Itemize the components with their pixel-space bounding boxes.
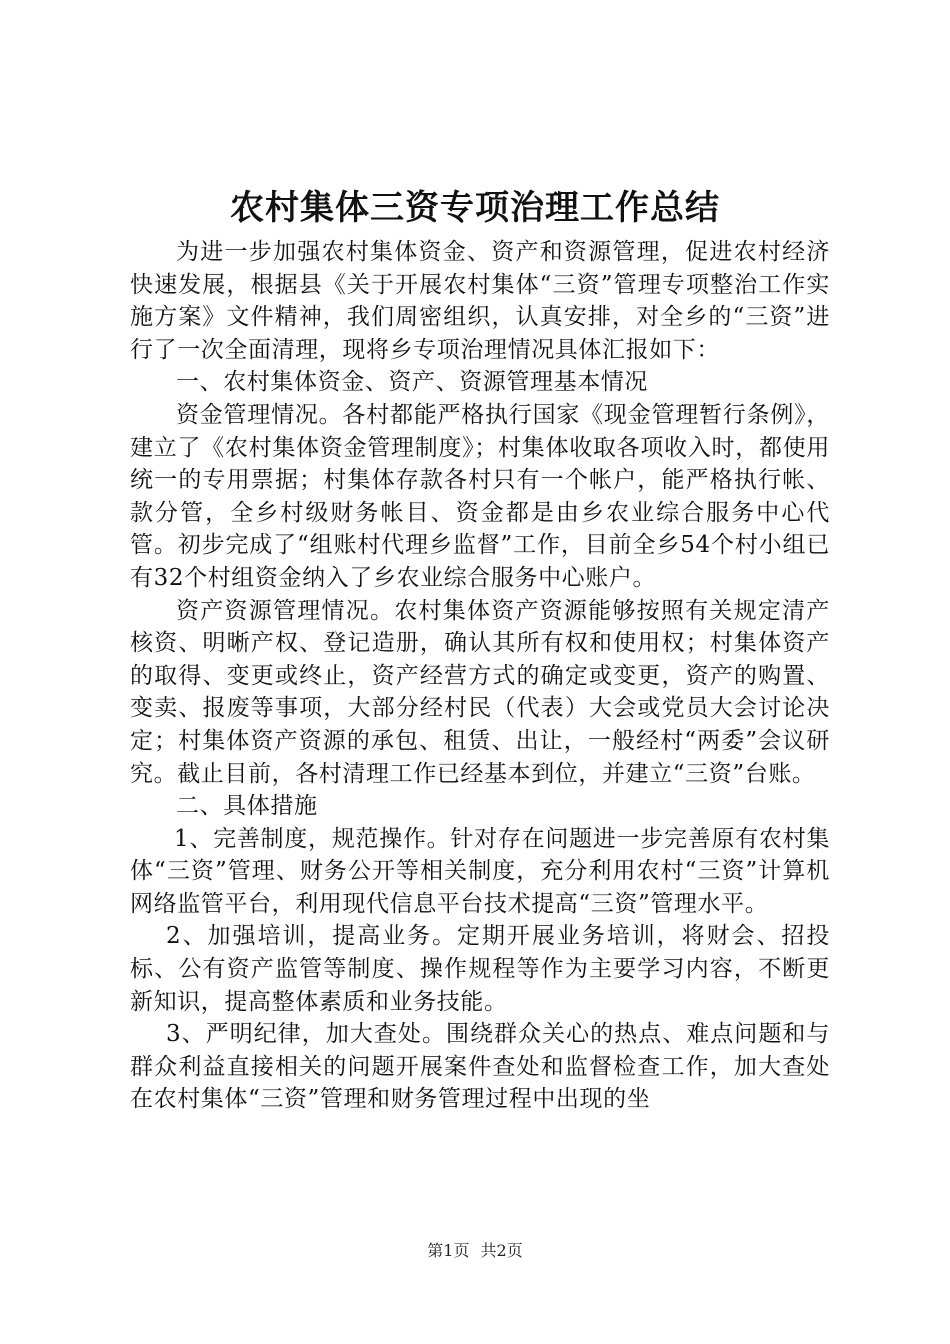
paragraph-assets-management: 资产资源管理情况。农村集体资产资源能够按照有关规定清产核资、明晰产权、登记造册，确认其所有权和使用权；村集体资产的取得、变更或终止，资产经营方式的确定或变更，资产的购置、变卖、报废等事项，大部分经村民（代表）大会或党员大会讨论决定；村集体资产资源的承包、租赁、出让，一般经村“两委”会议研究。截止目前，各村清理工作已经基本到位，并建立“三资”台账。: [130, 597, 830, 787]
document-title: 农村集体三资专项治理工作总结: [230, 188, 720, 228]
document-body: [130, 236, 830, 1116]
paragraph-funds-management: 资金管理情况。各村都能严格执行国家《现金管理暂行条例》，建立了《农村集体资金管理制度》；村集体收取各项收入时，都使用统一的专用票据；村集体存款各村只有一个帐户，能严格执行帐、款分管，全乡村级财务帐目、资金都是由乡农业综合服务中心代管。初步完成了“组账村代理乡监督”工作，目前全乡54个村小组已有32个村组资金纳入了乡农业综合服务中心账户。: [130, 401, 830, 591]
paragraph-intro: 为进一步加强农村集体资金、资产和资源管理，促进农村经济快速发展，根据县《关于开展农村集体“三资”管理专项整治工作实施方案》文件精神，我们周密组织，认真安排，对全乡的“三资”进行了一次全面清理，现将乡专项治理情况具体汇报如下：: [130, 239, 830, 363]
page-footer: [0, 1240, 950, 1262]
page-total: 共2页: [480, 1241, 523, 1260]
section-heading-2: 二、具体措施: [176, 793, 318, 820]
measure-item-1: 1、完善制度，规范操作。针对存在问题进一步完善原有农村集体“三资”管理、财务公开等相关制度，充分利用农村“三资”计算机网络监管平台，利用现代信息平台技术提高“三资”管理水平。: [130, 825, 830, 917]
measure-item-3: 3、严明纪律，加大查处。围绕群众关心的热点、难点问题和与群众利益直接相关的问题开展案件查处和监督检查工作，加大查处在农村集体“三资”管理和财务管理过程中出现的坐: [130, 1021, 830, 1113]
section-heading-1: 一、农村集体资金、资产、资源管理基本情况: [176, 369, 648, 396]
page-number: 第1页: [427, 1241, 470, 1260]
measure-item-2: 2、加强培训，提高业务。定期开展业务培训，将财会、招投标、公有资产监管等制度、操作规程等作为主要学习内容，不断更新知识，提高整体素质和业务技能。: [130, 923, 830, 1015]
